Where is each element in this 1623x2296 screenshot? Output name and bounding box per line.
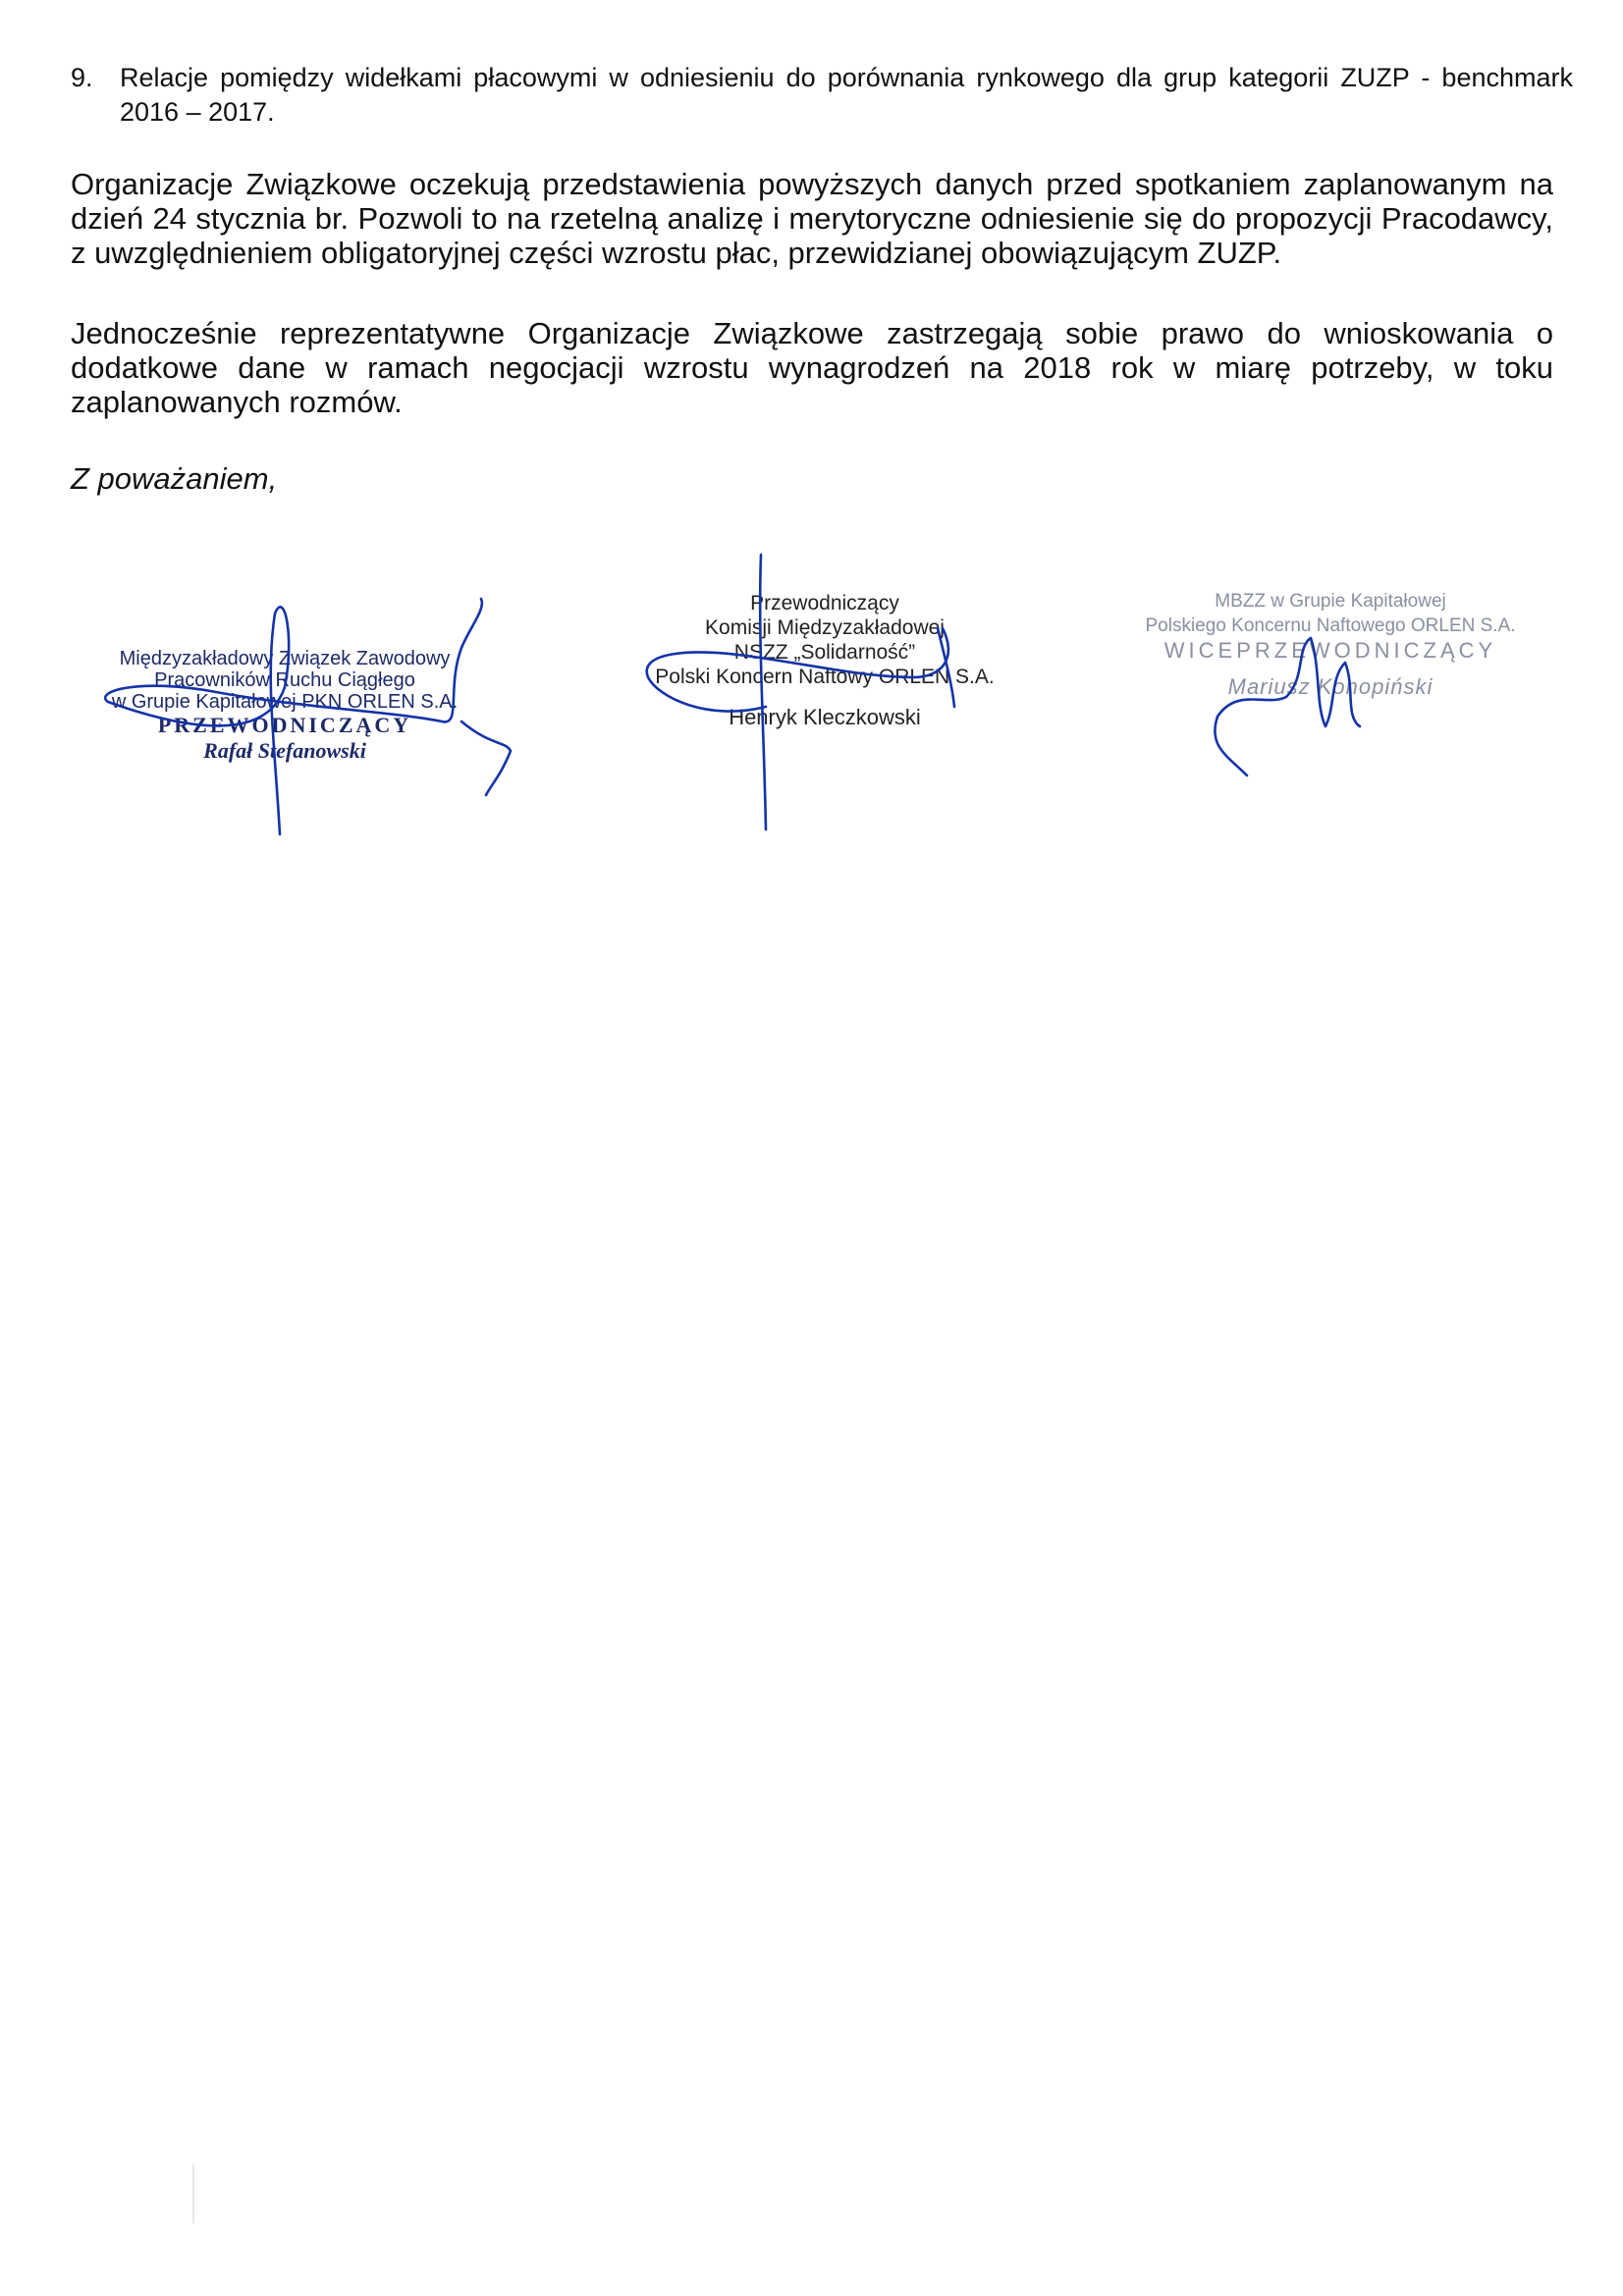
list-item-9	[71, 61, 1573, 130]
stamp-line: Komisji Międzyzakładowej	[705, 616, 945, 639]
stamp-line: Międzyzakładowy Związek Zawodowy	[119, 648, 451, 669]
stamp-line: Pracowników Ruchu Ciągłego	[154, 669, 415, 691]
stamp-line: Polski Koncern Naftowy ORLEN S.A.	[655, 666, 995, 688]
stamp-line: w Grupie Kapitałowej PKN ORLEN S.A.	[111, 691, 459, 713]
list-item-number: 9.	[71, 63, 93, 92]
stamp-solidarnosc	[619, 591, 1031, 729]
scan-artifact	[192, 2164, 194, 2223]
stamp-person: Mariusz Konopiński	[1227, 674, 1434, 699]
stamp-person: Henryk Kleczkowski	[729, 705, 921, 729]
stamp-person: Rafał Stefanowski	[203, 738, 366, 763]
stamp-line: Przewodniczący	[750, 592, 899, 614]
stamp-line: MBZZ w Grupie Kapitałowej	[1215, 591, 1446, 612]
stamp-line: Polskiego Koncernu Naftowego ORLEN S.A.	[1145, 615, 1516, 636]
paragraph-data-request: Organizacje Związkowe oczekują przedstawienia powyższych danych przed spotkaniem zaplanowanym na dzień 24 stycznia br. Pozwoli to na rzetelną analizę i merytoryczne odniesienie się do propozycji Pracodawcy, z uwzględnieniem obligatoryjnej części wzrostu płac, przewidzianej obowiązującym ZUZP.	[71, 167, 1553, 270]
stamp-title: PRZEWODNICZĄCY	[157, 713, 412, 737]
closing-salutation: Z poważaniem,	[71, 461, 278, 496]
stamp-union-continuous-operations	[88, 648, 481, 762]
stamp-line: NSZZ „Solidarność”	[733, 641, 916, 664]
stamp-mbzz	[1124, 589, 1537, 699]
paragraph-reservation: Jednocześnie reprezentatywne Organizacje Związkowe zastrzegają sobie prawo do wnioskowania o dodatkowe dane w ramach negocjacji wzrostu wynagrodzeń na 2018 rok w miarę potrzeby, w toku zaplanowanych rozmów.	[71, 316, 1553, 419]
stamp-title: WICEPRZEWODNICZĄCY	[1163, 638, 1497, 663]
list-item-text: Relacje pomiędzy widełkami płacowymi w odniesieniu do porównania rynkowego dla grup kategorii ZUZP - benchmark 2016 – 2017.	[120, 63, 1573, 127]
